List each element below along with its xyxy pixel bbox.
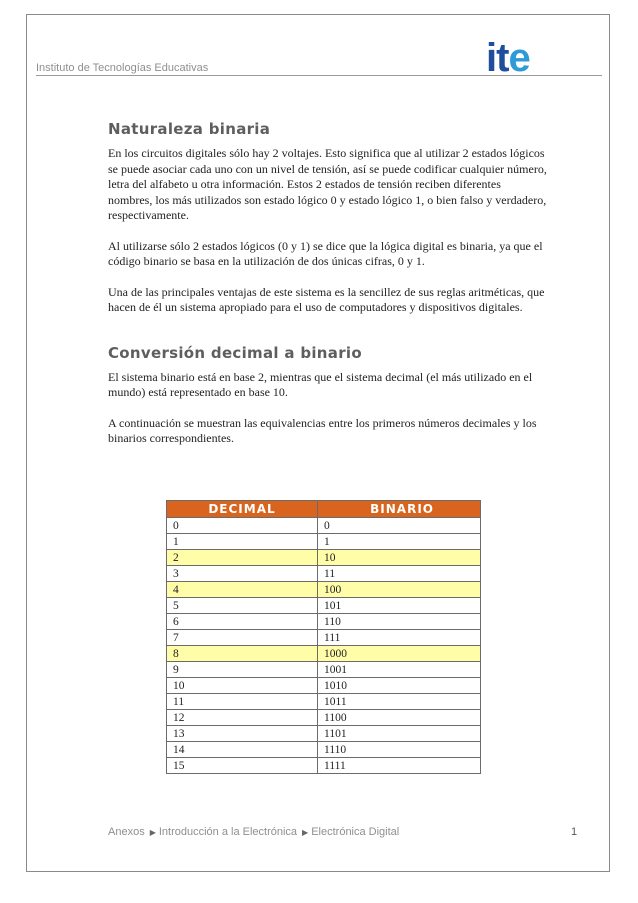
header-institution: Instituto de Tecnologías Educativas [36, 62, 209, 74]
table-row [167, 614, 481, 630]
table-row [167, 598, 481, 614]
triangle-right-icon: ▶ [302, 828, 309, 837]
cell-binary: 100 [318, 582, 481, 598]
page-number: 1 [571, 826, 578, 838]
table-row [167, 758, 481, 774]
cell-decimal: 6 [167, 614, 318, 630]
main-content [108, 120, 548, 462]
table-row [167, 710, 481, 726]
cell-decimal: 1 [167, 534, 318, 550]
cell-decimal: 5 [167, 598, 318, 614]
cell-binary: 0 [318, 518, 481, 534]
table-row [167, 534, 481, 550]
cell-decimal: 7 [167, 630, 318, 646]
cell-decimal: 14 [167, 742, 318, 758]
column-header-binary: BINARIO [318, 501, 481, 518]
footer-breadcrumb [108, 826, 399, 838]
cell-binary: 1011 [318, 694, 481, 710]
paragraph: El sistema binario está en base 2, mientras que el sistema decimal (el más utilizado en el mundo) está representado en base 10. [108, 369, 533, 399]
cell-binary: 1111 [318, 758, 481, 774]
cell-decimal: 4 [167, 582, 318, 598]
cell-binary: 10 [318, 550, 481, 566]
breadcrumb-item[interactable]: Introducción a la Electrónica [158, 826, 298, 838]
table-row [167, 662, 481, 678]
breadcrumb-item[interactable]: Electrónica Digital [311, 826, 400, 838]
paragraph: Una de las principales ventajas de este sistema es la sencillez de sus reglas aritméticas, que hacen de él un sistema apropiado para el uso de computadores y dispositivos digitales. [108, 284, 545, 314]
cell-binary: 101 [318, 598, 481, 614]
cell-decimal: 9 [167, 662, 318, 678]
table-row [167, 646, 481, 662]
section-title-conversion: Conversión decimal a binario [108, 343, 362, 362]
cell-binary: 1100 [318, 710, 481, 726]
equivalence-table [166, 500, 481, 774]
table-row [167, 742, 481, 758]
table-row [167, 566, 481, 582]
breadcrumb-item[interactable]: Anexos [108, 826, 145, 838]
cell-decimal: 13 [167, 726, 318, 742]
table-row [167, 694, 481, 710]
cell-binary: 1110 [318, 742, 481, 758]
triangle-right-icon: ▶ [149, 828, 156, 837]
table-row [167, 518, 481, 534]
cell-binary: 110 [318, 614, 481, 630]
table-row [167, 582, 481, 598]
table-row [167, 726, 481, 742]
table-header-row [167, 501, 481, 518]
table-row [167, 550, 481, 566]
ite-logo [486, 36, 530, 80]
cell-decimal: 8 [167, 646, 318, 662]
cell-binary: 1000 [318, 646, 481, 662]
cell-decimal: 15 [167, 758, 318, 774]
logo-accent: e [508, 36, 530, 80]
cell-decimal: 3 [167, 566, 318, 582]
section-title-naturaleza: Naturaleza binaria [108, 120, 271, 138]
cell-binary: 1010 [318, 678, 481, 694]
table-row [167, 678, 481, 694]
table-row [167, 630, 481, 646]
paragraph: En los circuitos digitales sólo hay 2 voltajes. Esto significa que al utilizar 2 estados lógicos se puede asociar cada uno con un nivel de tensión, así se puede codificar cualquier número, letra del alfabeto u otra información. Estos 2 estados de tensión reciben diferentes nombres, los más utilizados son estado lógico 0 y estado lógico 1, o bien falso y verdadero, respectivamente. [108, 146, 547, 222]
table-body [167, 518, 481, 774]
logo-main: it [486, 36, 509, 80]
cell-binary: 1101 [318, 726, 481, 742]
cell-decimal: 12 [167, 710, 318, 726]
cell-decimal: 2 [167, 550, 318, 566]
cell-binary: 111 [318, 630, 481, 646]
column-header-decimal: DECIMAL [167, 501, 318, 518]
cell-binary: 11 [318, 566, 481, 582]
cell-decimal: 0 [167, 518, 318, 534]
cell-binary: 1001 [318, 662, 481, 678]
paragraph: Al utilizarse sólo 2 estados lógicos (0 y 1) se dice que la lógica digital es binaria, ya que el código binario se basa en la utilización de dos únicas cifras, 0 y 1. [108, 238, 543, 268]
cell-decimal: 11 [167, 694, 318, 710]
cell-binary: 1 [318, 534, 481, 550]
section-conversion [108, 344, 548, 447]
cell-decimal: 10 [167, 678, 318, 694]
paragraph: A continuación se muestran las equivalencias entre los primeros números decimales y los binarios correspondientes. [108, 415, 537, 445]
